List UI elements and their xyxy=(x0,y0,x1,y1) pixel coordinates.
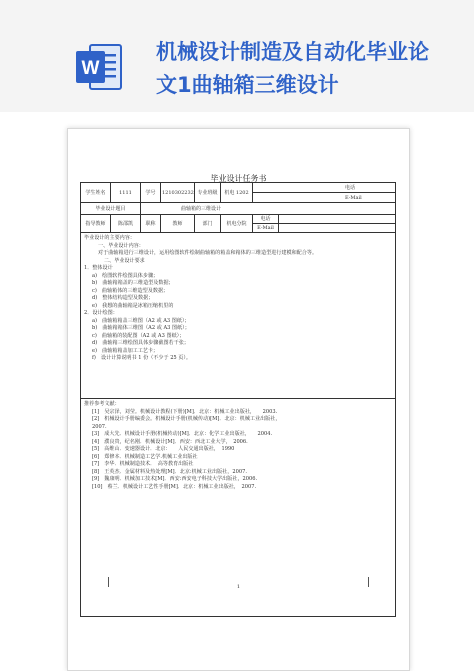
class-label: 专业班级 xyxy=(195,183,221,203)
task-table xyxy=(80,182,396,617)
content-line: d) 整体结构造型及数据； xyxy=(92,295,154,301)
content-line: c) 曲轴箱体的三维造型及数据； xyxy=(92,287,169,294)
content-line: b) 曲轴箱箱盖的三维造型及数据； xyxy=(92,280,174,286)
student-phone-label: 电话 xyxy=(253,183,396,193)
reference-line: [2] 机械设计手册编委会。机械设计手册(机械传动)[M]．北京：机械工业出版社， xyxy=(92,416,281,422)
reference-line: [1] 吴宗泽，刘莹。机械设计教程(下册)[M]．北京：机械工业出版社， 2003. xyxy=(92,408,278,415)
content-line: b) 曲轴箱箱体三维图（A2 或 A3 图纸）； xyxy=(92,325,190,331)
reference-line: [10] 蔡兰．机械设计工艺性手册[M]．北京：机械工业出版社， 2007. xyxy=(92,483,257,490)
content-line: f) 设计计算说明书 1 份（不少于 25 页）。 xyxy=(92,355,192,361)
page-heading: 毕业设计任务书 xyxy=(210,174,267,183)
student-id-label: 学号 xyxy=(141,183,161,203)
advisor-email-value xyxy=(279,224,396,233)
word-document-icon xyxy=(76,42,124,92)
advisor-title-label: 职称 xyxy=(141,215,161,233)
content-line: 对于曲轴箱进行三维设计，运用绘图软件绘制曲轴箱的箱盖和箱体的三维造型进行建模和配合等。 xyxy=(98,250,318,256)
advisor-phone-label: 电话 xyxy=(253,215,279,224)
references-heading: 推荐参考文献： xyxy=(84,401,120,407)
svg-text:W: W xyxy=(81,58,100,79)
department-label: 部门 xyxy=(195,215,221,233)
student-name-value: 1111 xyxy=(111,183,141,203)
content-line: 二、毕业设计要求 xyxy=(104,257,145,264)
content-line: a) 曲轴箱箱盖三维图（A2 或 A3 图纸）； xyxy=(92,317,190,324)
content-line: d) 曲轴箱三维绘图具体步骤截图若干张； xyxy=(92,340,189,346)
topic-label: 毕业设计题目 xyxy=(81,203,141,215)
department-value: 机电分院 xyxy=(221,215,253,233)
content-line: e) 曲轴箱箱盖加工工艺卡； xyxy=(92,347,159,354)
content-line: 毕业设计的主要内容： xyxy=(84,235,135,241)
advisor-value: 陈邵凯 xyxy=(111,215,141,233)
content-line: c) 曲轴箱的装配图（A2 或 A3 图纸）； xyxy=(92,332,185,339)
content-line: 1．整体设计 xyxy=(84,265,113,271)
document-title-line-1: 机械设计制造及自动化毕业论 xyxy=(156,40,429,64)
reference-line: 2007. xyxy=(92,423,107,430)
advisor-label: 指导教师 xyxy=(81,215,111,233)
advisor-phone-value xyxy=(279,215,396,224)
advisor-email-label: E-Mail xyxy=(253,224,279,233)
reference-line: [3] 成大先．机械设计手册(机械传动)[M]．北京：化学工业出版社， 2004. xyxy=(92,431,273,437)
student-name-label: 学生姓名 xyxy=(81,183,111,203)
page-number: 1 xyxy=(236,584,241,590)
document-page-preview xyxy=(67,128,410,671)
student-email-label: E-Mail xyxy=(253,193,396,203)
reference-line: [9] 魏康明．机械加工技术[M]．西安:西安电子科技大学出版社，2006. xyxy=(92,476,258,482)
content-line: 一、毕业设计内容： xyxy=(98,242,144,249)
content-line: e) 我想的曲轴箱是冰箱压缩机里的 xyxy=(92,302,174,309)
reference-line: [5] 高维山．变速器设计．北京： 人民交通出版社， 1990 xyxy=(92,446,235,452)
reference-line: [7] 李华．机械制造技术． 高等教育出版社 xyxy=(92,461,194,467)
student-id-value: 1210302232 xyxy=(161,183,195,203)
advisor-title-value: 教师 xyxy=(161,215,195,233)
reference-line: [4] 濮良贵，纪名刚．机械设计[M]．西安：西北工业大学， 2006. xyxy=(92,438,248,445)
content-line: 2．设计绘图： xyxy=(84,310,118,316)
reference-line: [6] 郑修本．机械制造工艺学.机械工业出版社 xyxy=(92,453,198,460)
reference-line: [8] 王英杰．金属材料及热处理[M]．北京:机械工业出版社，2007. xyxy=(92,468,247,475)
topic-value: 曲轴箱的三维设计 xyxy=(141,203,396,215)
title-banner xyxy=(0,0,474,112)
class-value: 机电 1202 xyxy=(221,183,253,203)
content-line: a) 绘图软件绘图具体步骤； xyxy=(92,272,159,279)
design-content-cell xyxy=(81,233,396,399)
document-title xyxy=(156,36,456,102)
document-title-line-2: 文1曲轴箱三维设计 xyxy=(156,73,339,97)
